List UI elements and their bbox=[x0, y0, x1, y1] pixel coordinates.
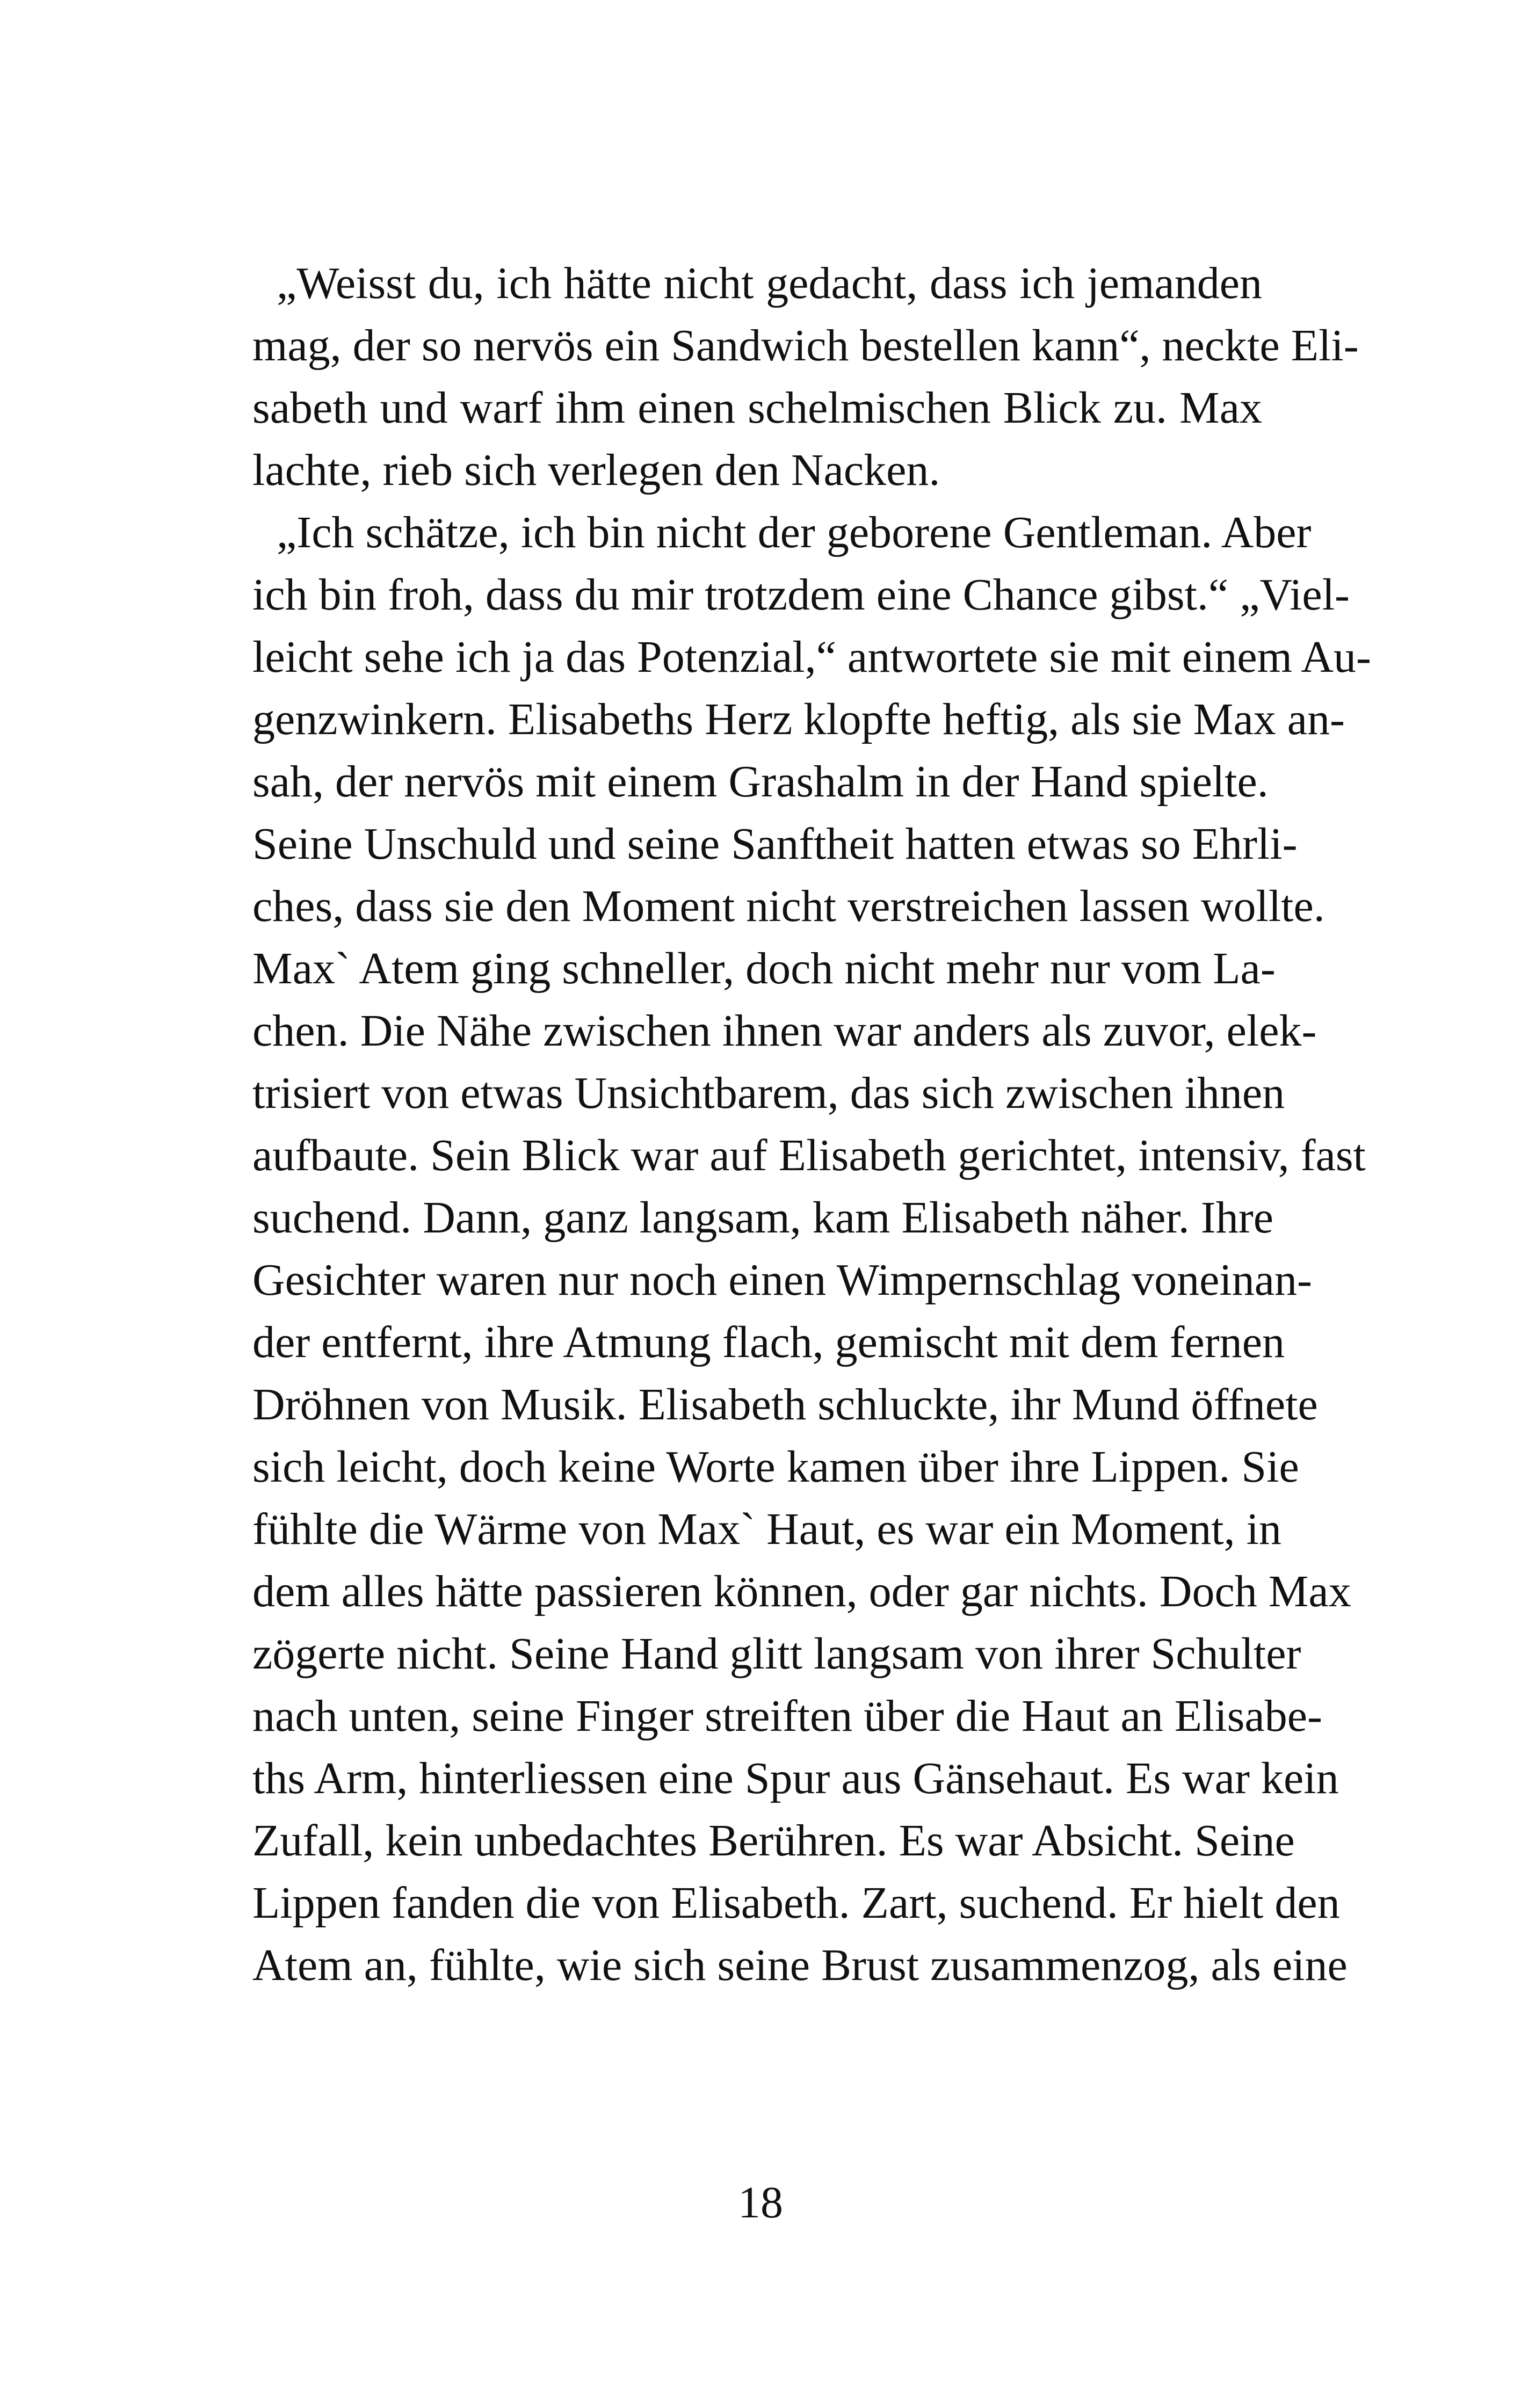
text-line: genzwinkern. Elisabeths Herz klopfte heftig, als sie Max an- bbox=[252, 694, 1345, 744]
text-line: Lippen fanden die von Elisabeth. Zart, suchend. Er hielt den bbox=[252, 1878, 1340, 1928]
text-line: fühlte die Wärme von Max` Haut, es war ein Moment, in bbox=[252, 1504, 1281, 1554]
text-line: ches, dass sie den Moment nicht verstreichen lassen wollte. bbox=[252, 881, 1325, 931]
text-line: leicht sehe ich ja das Potenzial,“ antwortete sie mit einem Au- bbox=[252, 632, 1371, 682]
text-line: trisiert von etwas Unsichtbarem, das sich zwischen ihnen bbox=[252, 1068, 1285, 1118]
text-line: lachte, rieb sich verlegen den Nacken. bbox=[252, 445, 940, 495]
text-line: Dröhnen von Musik. Elisabeth schluckte, ihr Mund öffnete bbox=[252, 1380, 1318, 1430]
page-number: 18 bbox=[738, 2178, 783, 2228]
text-line: ths Arm, hinterliessen eine Spur aus Gänsehaut. Es war kein bbox=[252, 1753, 1339, 1803]
text-line: nach unten, seine Finger streiften über die Haut an Elisabe- bbox=[252, 1691, 1322, 1741]
body-text bbox=[252, 252, 1371, 1997]
text-line: Seine Unschuld und seine Sanftheit hatten etwas so Ehrli- bbox=[252, 819, 1298, 869]
text-line: Zufall, kein unbedachtes Berühren. Es war Absicht. Seine bbox=[252, 1816, 1295, 1866]
text-line: ich bin froh, dass du mir trotzdem eine Chance gibst.“ „Viel- bbox=[252, 570, 1350, 620]
text-line: dem alles hätte passieren können, oder gar nichts. Doch Max bbox=[252, 1566, 1351, 1616]
text-line: chen. Die Nähe zwischen ihnen war anders als zuvor, elek- bbox=[252, 1006, 1317, 1056]
text-line: Atem an, fühlte, wie sich seine Brust zusammenzog, als eine bbox=[252, 1940, 1348, 1990]
text-line: zögerte nicht. Seine Hand glitt langsam von ihrer Schulter bbox=[252, 1629, 1301, 1679]
text-line: sabeth und warf ihm einen schelmischen Blick zu. Max bbox=[252, 383, 1262, 433]
text-line: „Weisst du, ich hätte nicht gedacht, dass ich jemanden bbox=[277, 258, 1262, 308]
text-line: suchend. Dann, ganz langsam, kam Elisabeth näher. Ihre bbox=[252, 1193, 1274, 1243]
text-line: Gesichter waren nur noch einen Wimpernschlag voneinan- bbox=[252, 1255, 1313, 1305]
text-line: „Ich schätze, ich bin nicht der geborene Gentleman. Aber bbox=[277, 507, 1312, 557]
text-line: der entfernt, ihre Atmung flach, gemischt mit dem fernen bbox=[252, 1317, 1285, 1367]
text-line: Max` Atem ging schneller, doch nicht mehr nur vom La- bbox=[252, 944, 1276, 993]
text-line: sich leicht, doch keine Worte kamen über ihre Lippen. Sie bbox=[252, 1442, 1299, 1492]
text-line: sah, der nervös mit einem Grashalm in der Hand spielte. bbox=[252, 757, 1269, 807]
text-line: aufbaute. Sein Blick war auf Elisabeth gerichtet, intensiv, fast bbox=[252, 1130, 1366, 1180]
text-line: mag, der so nervös ein Sandwich bestellen kann“, neckte Eli- bbox=[252, 321, 1359, 371]
